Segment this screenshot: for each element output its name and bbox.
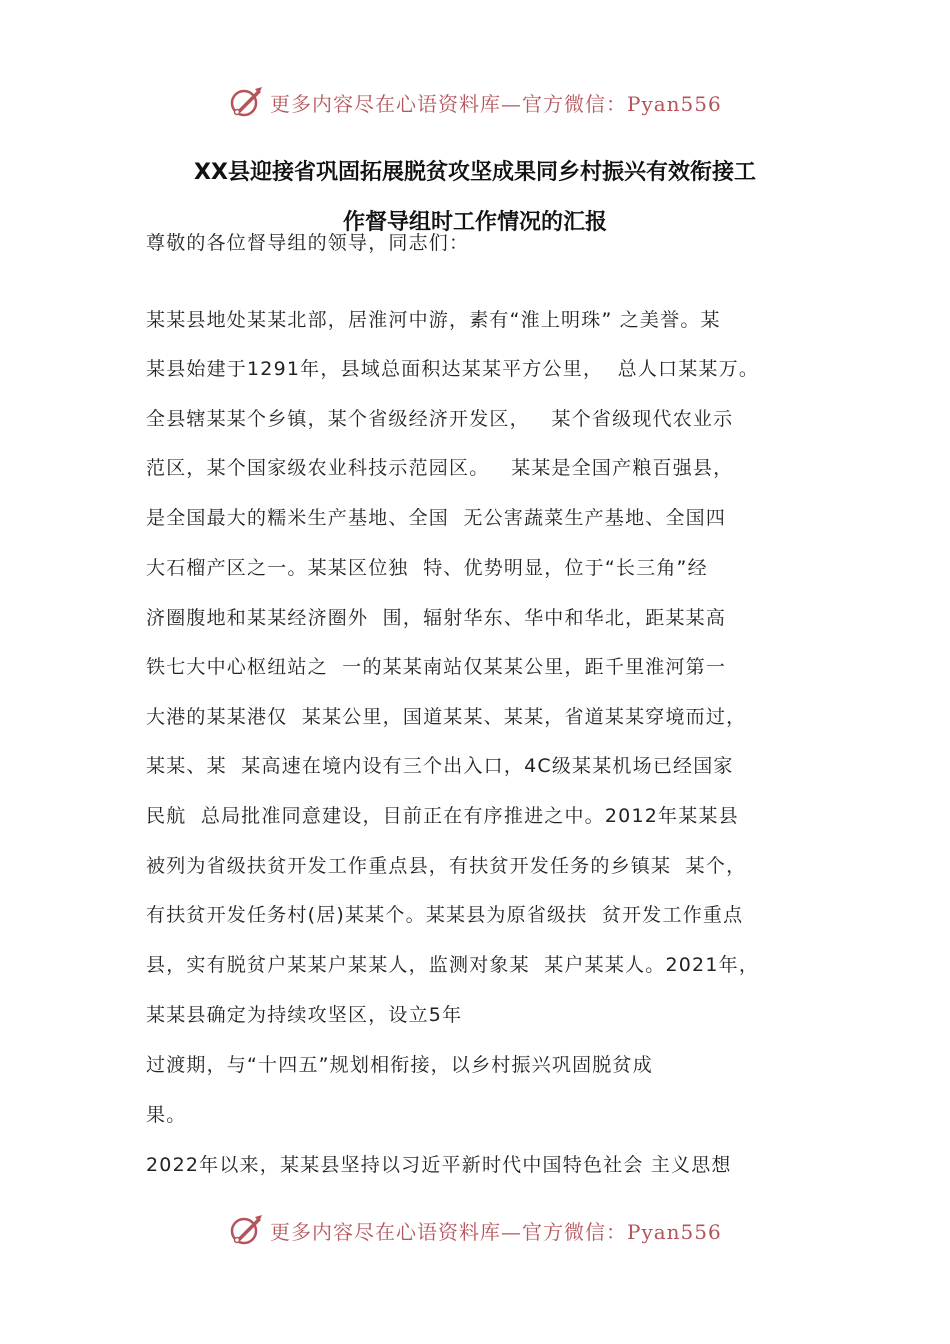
footer-banner xyxy=(228,1210,748,1250)
body-line: 过渡期，与“十四五”规划相衔接，以乡村振兴巩固脱贫成 xyxy=(146,1054,653,1076)
quill-pen-logo-icon xyxy=(228,84,264,120)
quill-pen-logo-icon xyxy=(228,1212,264,1248)
banner-text: 更多内容尽在心语资料库—官方微信：Pyan556 xyxy=(270,91,722,116)
body-line: 被列为省级扶贫开发工作重点县，有扶贫开发任务的乡镇某 某个， xyxy=(146,855,747,877)
body-line: 大石榴产区之一。某某区位独 特、优势明显，位于“长三角”经 xyxy=(146,557,708,579)
body-line: 是全国最大的糯米生产基地、全国 无公害蔬菜生产基地、全国四 xyxy=(146,507,727,529)
body-line: 果。 xyxy=(146,1104,187,1126)
body-line: 某某县地处某某北部，居淮河中游，素有“淮上明珠” 之美誉。某 xyxy=(146,309,721,331)
document-title-line-2: 作督导组时工作情况的汇报 xyxy=(342,210,607,235)
document-title-line-1: XX县迎接省巩固拓展脱贫攻坚成果同乡村振兴有效衔接工 xyxy=(194,160,756,185)
body-line: 济圈腹地和某某经济圈外 围，辐射华东、华中和华北，距某某高 xyxy=(146,607,727,629)
header-banner xyxy=(228,82,748,122)
body-line: 2022年以来，某某县坚持以习近平新时代中国特色社会 主义思想 xyxy=(146,1154,732,1176)
body-line: 某某县确定为持续攻坚区，设立5年 xyxy=(146,1004,463,1026)
banner-text: 更多内容尽在心语资料库—官方微信：Pyan556 xyxy=(270,1219,722,1244)
body-line: 某县始建于1291年，县域总面积达某某平方公里， 总人口某某万。 xyxy=(146,358,760,380)
body-line: 县，实有脱贫户某某户某某人，监测对象某 某户某某人。2021年， xyxy=(146,954,760,976)
body-line: 大港的某某港仅 某某公里，国道某某、某某，省道某某穿境而过， xyxy=(146,706,747,728)
body-line: 民航 总局批准同意建设，目前正在有序推进之中。2012年某某县 xyxy=(146,805,739,827)
body-line: 范区，某个国家级农业科技示范园区。 某某是全国产粮百强县， xyxy=(146,457,734,479)
body-line: 尊敬的各位督导组的领导，同志们： xyxy=(146,232,470,254)
body-line: 有扶贫开发任务村(居)某某个。某某县为原省级扶 贫开发工作重点 xyxy=(146,904,744,926)
body-line: 全县辖某某个乡镇，某个省级经济开发区， 某个省级现代农业示 xyxy=(146,408,734,430)
body-line: 铁七大中心枢纽站之 一的某某南站仅某某公里，距千里淮河第一 xyxy=(146,656,727,678)
body-line: 某某、某 某高速在境内设有三个出入口，4C级某某机场已经国家 xyxy=(146,755,734,777)
